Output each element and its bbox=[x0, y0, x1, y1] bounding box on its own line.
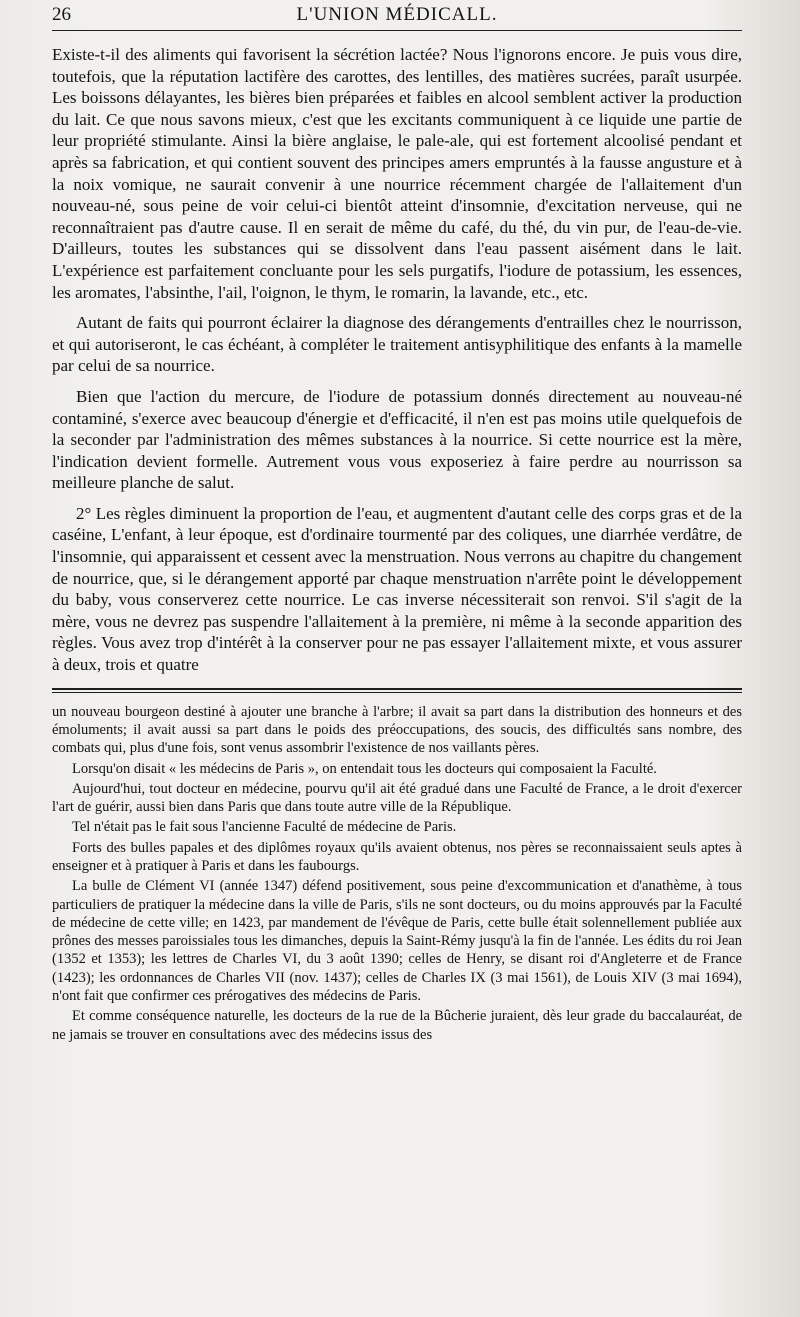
feuilleton-paragraph: Tel n'était pas le fait sous l'ancienne Faculté de médecine de Paris. bbox=[72, 819, 457, 836]
feuilleton-paragraph: un nouveau bourgeon destiné à ajouter une branche à l'arbre; il avait sa part dans la distribution des honneurs et des émoluments; il avait aussi sa part dans le poids des préoccupations, des soucis, des difficultés sans nombre, des combats qui, plus d'une fois, sont venus assombrir l'existence de nos vaillants pères. bbox=[52, 703, 742, 757]
feuilleton-section bbox=[52, 703, 742, 1044]
main-article bbox=[52, 44, 742, 676]
article-paragraph: Existe-t-il des aliments qui favorisent la sécrétion lactée? Nous l'ignorons encore. Je puis vous dire, toutefois, que la réputation lactifère des carottes, des lentilles, des matières sucrées, paraît usurpée. Les boissons délayantes, les bières bien préparées et faibles en alcool semblent activer la production du lait. Ce que nous savons mieux, c'est que les excitants communiquent à ce liquide une partie de leur propriété stimulante. Ainsi la bière anglaise, le pale-ale, qui est fortement alcoolisé pendant et après sa fabrication, et qui contient souvent des principes amers empruntés à la fausse angusture et à la noix vomique, ne saurait convenir à une nourrice récemment chargée de l'allaitement d'un nouveau-né, sous peine de voir celui-ci bientôt atteint d'insomnie, d'excitation nerveuse, qui ne reconnaîtraient pas d'autre cause. Il en serait de même du café, du thé, du vin pur, de l'eau-de-vie. D'ailleurs, toutes les substances qui se dissolvent dans l'eau passent aisément dans le lait. L'expérience est parfaitement concluante pour les sels purgatifs, l'iodure de potassium, les essences, les aromates, l'absinthe, l'ail, l'oignon, le thym, le romarin, la lavande, etc., etc. bbox=[52, 45, 742, 302]
feuilleton-paragraph: Lorsqu'on disait « les médecins de Paris », on entendait tous les docteurs qui composaient la Faculté. bbox=[72, 760, 657, 777]
header-rule bbox=[52, 30, 742, 31]
article-paragraph: Bien que l'action du mercure, de l'iodure de potassium donnés directement au nouveau-né contaminé, s'exerce avec beaucoup d'énergie et d'efficacité, il n'en est pas moins utile quelquefois de la seconder par l'administration des mêmes substances à la nourrice. Si cette nourrice est la mère, l'indication devient formelle. Autrement vous vous exposeriez à faire perdre au nourrisson sa meilleure planche de salut. bbox=[52, 386, 742, 493]
feuilleton-separator bbox=[52, 688, 742, 693]
feuilleton-paragraph: La bulle de Clément VI (année 1347) défend positivement, sous peine d'excommunication et d'anathème, à tous particuliers de pratiquer la médecine dans la ville de Paris, s'ils ne sont docteurs, ou du moins approuvés par la Faculté de médecine de cette ville; en 1423, par mandement de l'évêque de Paris, cette bulle était solennellement publiée aux prônes des messes paroissiales tous les dimanches, depuis la Saint-Rémy jusqu'à la fin de l'année. Les édits du roi Jean (1352 et 1353); les lettres de Charles VI, du 3 août 1390; celles de Henry, se disant roi d'Angleterre et de France (1423); les ordonnances de Charles VII (nov. 1437); celles de Charles IX (3 mai 1561), de Louis XIV (3 mai 1694), n'ont fait que confirmer ces prérogatives des médecins de Paris. bbox=[52, 878, 742, 1005]
page-number: 26 bbox=[52, 4, 71, 25]
article-paragraph: Autant de faits qui pourront éclairer la diagnose des dérangements d'entrailles chez le nourrisson, et qui autoriseront, le cas échéant, à compléter le traitement antisyphilitique des enfants à la mamelle par celui de sa nourrice. bbox=[52, 313, 742, 376]
journal-title: L'UNION MÉDICALL. bbox=[296, 4, 498, 25]
running-head bbox=[52, 0, 742, 34]
feuilleton-paragraph: Et comme conséquence naturelle, les docteurs de la rue de la Bûcherie juraient, dès leur grade du baccalauréat, de ne jamais se trouver en consultations avec des médecins issus des bbox=[52, 1008, 742, 1043]
article-paragraph: 2° Les règles diminuent la proportion de l'eau, et augmentent d'autant celle des corps gras et de la caséine, L'enfant, à leur époque, est d'ordinaire tourmenté par des coliques, une diarrhée verdâtre, de l'insomnie, qui apparaissent et cessent avec la menstruation. Nous verrons au chapitre du changement de nourrice, que, si le dérangement apporté par chaque menstruation n'arrête point le développement du baby, vous conserverez cette nourrice. Le cas inverse nécessiterait son renvoi. S'il s'agit de la mère, vous ne devrez pas suspendre l'allaitement à la première, ni même à la seconde apparition des règles. Vous avez trop d'intérêt à la conserver pour ne pas essayer l'allaitement mixte, et vous assurer à deux, trois et quatre bbox=[52, 503, 742, 675]
feuilleton-paragraph: Aujourd'hui, tout docteur en médecine, pourvu qu'il ait été gradué dans une Faculté de France, a le droit d'exercer l'art de guérir, aussi bien dans Paris que dans toute autre ville de la République. bbox=[52, 780, 742, 816]
feuilleton-paragraph: Forts des bulles papales et des diplômes royaux qu'ils avaient obtenus, nos pères se reconnaissaient seuls aptes à enseigner et à pratiquer à Paris et dans les faubourgs. bbox=[52, 839, 742, 874]
